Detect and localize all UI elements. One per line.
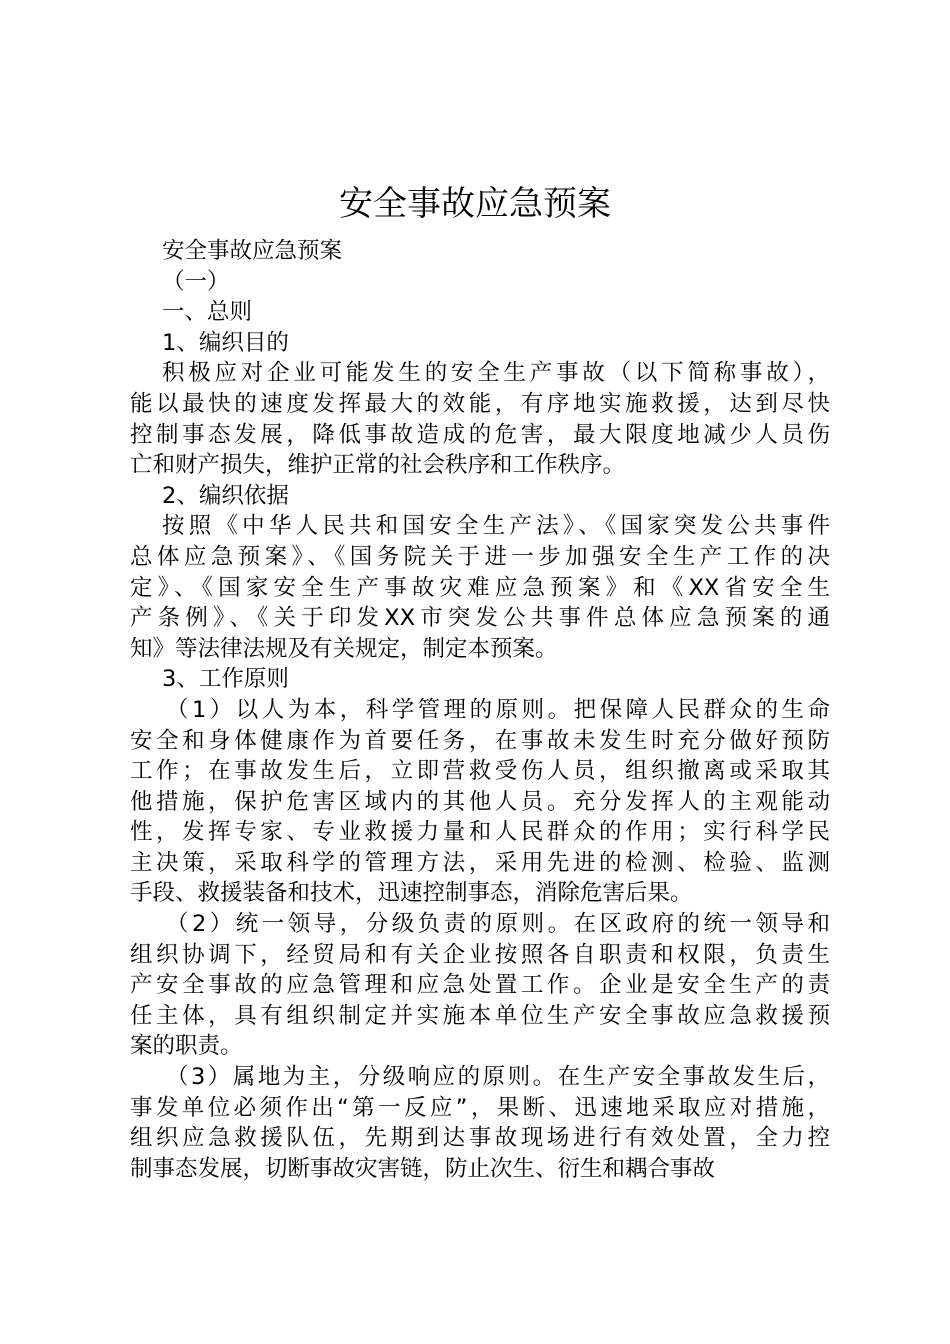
document-line: 能以最快的速度发挥最大的效能，有序地实施救援，达到尽快 — [130, 390, 830, 417]
document-line: 他措施，保护危害区域内的其他人员。充分发挥人的主观能动 — [130, 788, 830, 815]
document-line: 性，发挥专家、专业救援力量和人民群众的作用；实行科学民 — [130, 819, 830, 846]
document-line: 任主体，具有组织制定并实施本单位生产安全事故应急救援预 — [130, 1002, 830, 1029]
document-line: 产条例》、《关于印发XX市突发公共事件总体应急预案的通 — [130, 605, 830, 632]
document-line: （2）统一领导，分级负责的原则。在区政府的统一领导和 — [166, 911, 830, 938]
document-line: （3）属地为主，分级响应的原则。在生产安全事故发生后， — [166, 1064, 830, 1091]
document-line: 安全事故应急预案 — [162, 238, 343, 264]
document-line: 手段、救援装备和技术，迅速控制事态，消除危害后果。 — [130, 880, 693, 907]
document-line: 积极应对企业可能发生的安全生产事故（以下简称事故）， — [162, 360, 830, 387]
document-line: 3、工作原则 — [162, 666, 289, 693]
document-line: 一、总则 — [162, 299, 253, 326]
document-line: 2、编织依据 — [162, 482, 289, 509]
document-line: 工作；在事故发生后，立即营救受伤人员，组织撤离或采取其 — [130, 758, 830, 785]
document-line: 亡和财产损失，维护正常的社会秩序和工作秩序。 — [130, 452, 626, 479]
document-line: 事发单位必须作出“第一反应”，果断、迅速地采取应对措施， — [130, 1094, 830, 1121]
document-line: 主决策，采取科学的管理方法，采用先进的检测、检验、监测 — [130, 849, 830, 876]
document-line: 1、编织目的 — [162, 329, 289, 356]
document-line: 总体应急预案》、《国务院关于进一步加强安全生产工作的决 — [130, 543, 830, 570]
document-line: 制事态发展，切断事故灾害链，防止次生、衍生和耦合事故 — [130, 1155, 716, 1182]
document-body — [130, 236, 830, 1184]
document-line: 案的职责。 — [130, 1033, 243, 1060]
document-line: 控制事态发展，降低事故造成的危害，最大限度地减少人员伤 — [130, 421, 830, 448]
document-title: 安全事故应急预案 — [339, 184, 611, 224]
document-line: 知》等法律法规及有关规定，制定本预案。 — [130, 635, 558, 662]
document-line: 安全和身体健康作为首要任务，在事故未发生时充分做好预防 — [130, 727, 830, 754]
document-line: （一） — [162, 268, 230, 295]
document-line: 组织协调下，经贸局和有关企业按照各自职责和权限，负责生 — [130, 941, 830, 968]
document-line: （1）以人为本，科学管理的原则。把保障人民群众的生命 — [166, 696, 830, 723]
document-line: 产安全事故的应急管理和应急处置工作。企业是安全生产的责 — [130, 972, 830, 999]
document-line: 组织应急救援队伍，先期到达事故现场进行有效处置，全力控 — [130, 1125, 830, 1152]
document-line: 按照《中华人民共和国安全生产法》、《国家突发公共事件 — [162, 513, 830, 540]
document-line: 定》、《国家安全生产事故灾难应急预案》和《XX省安全生 — [130, 574, 830, 601]
